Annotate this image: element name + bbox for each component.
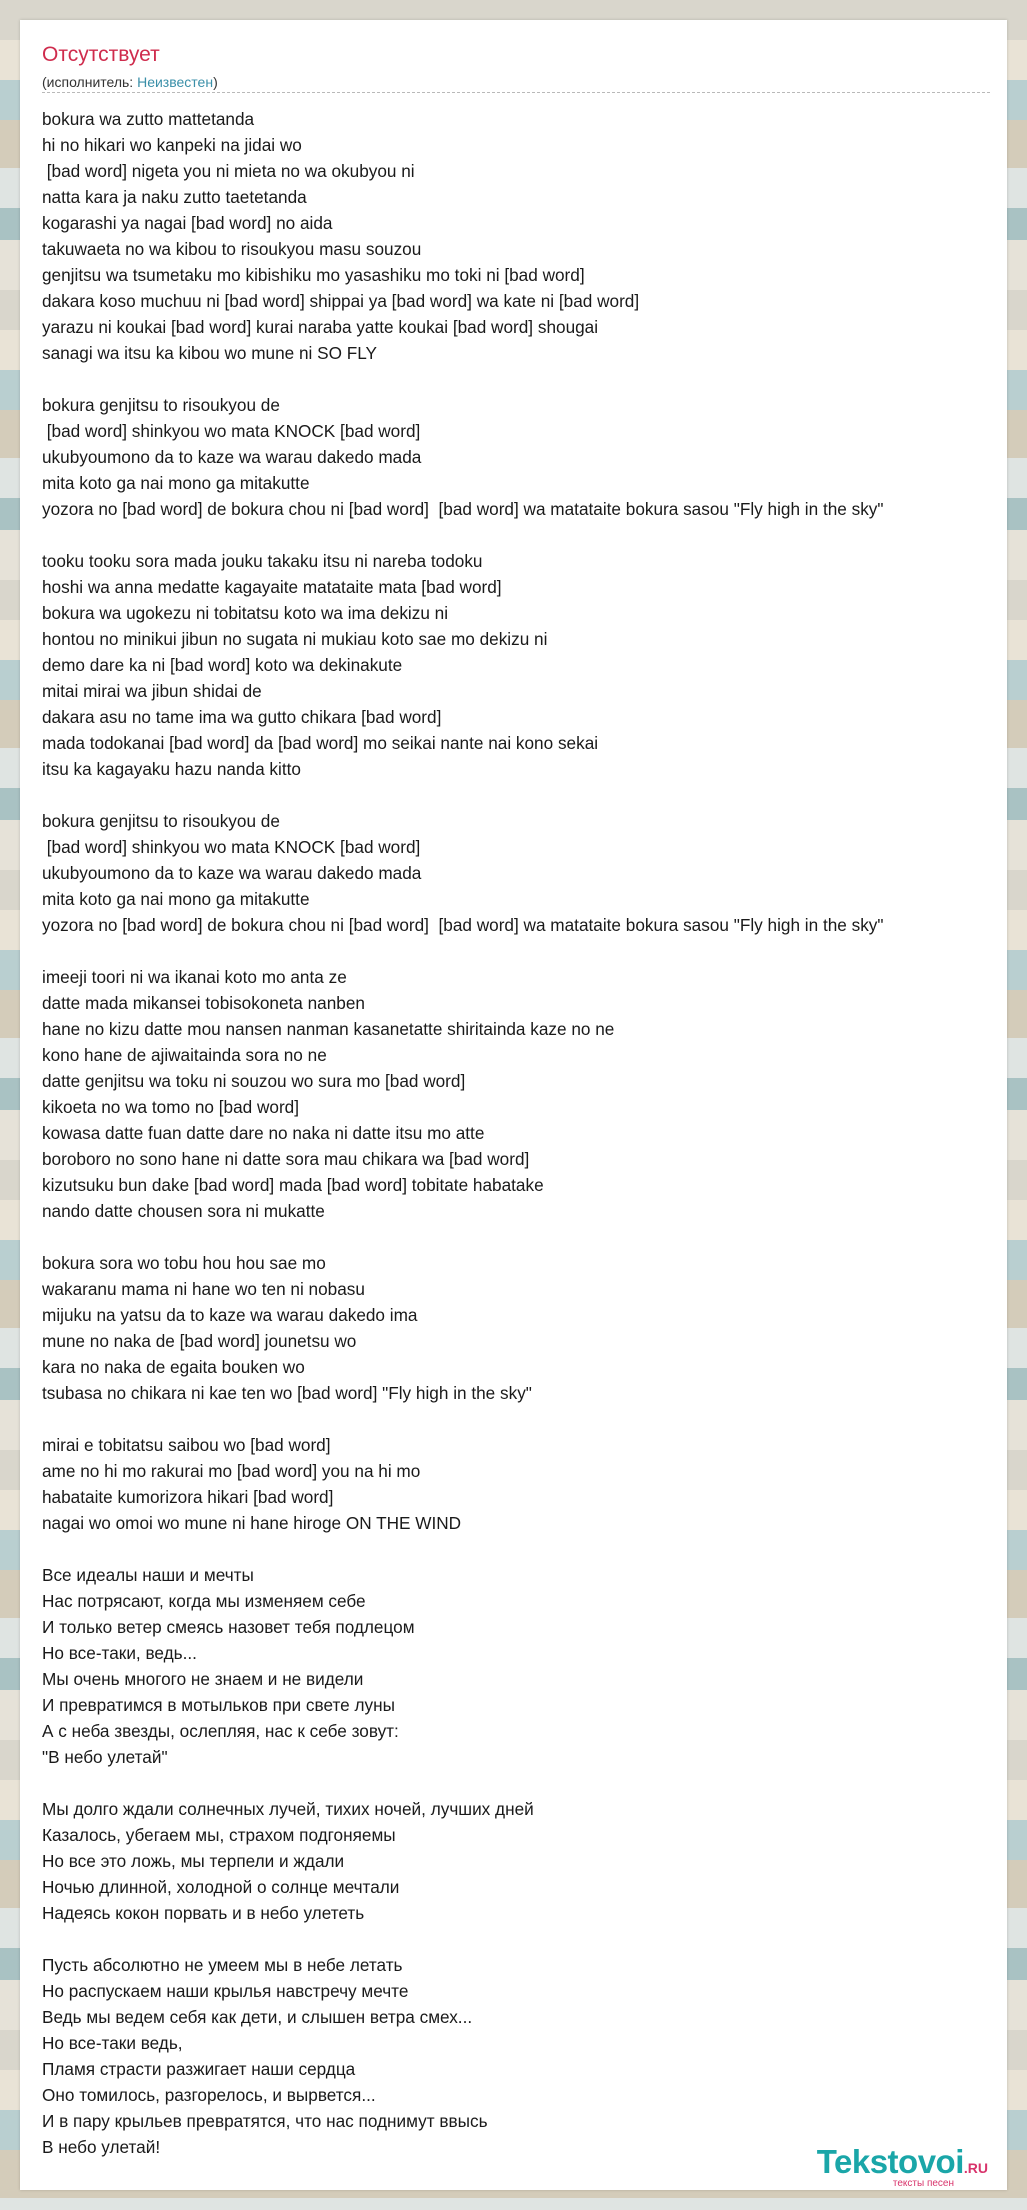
lyric-line: И в пару крыльев превратятся, что нас поднимут ввысь — [42, 2111, 488, 2131]
lyric-line: sanagi wa itsu ka kibou wo mune ni SO FLY — [42, 343, 378, 363]
lyric-line: nando datte chousen sora ni mukatte — [42, 1201, 325, 1221]
stanza-break — [42, 1406, 1022, 1432]
lyric-line: datte mada mikansei tobisokoneta nanben — [42, 993, 365, 1013]
stanza-break — [42, 1224, 1022, 1250]
lyric-line: tsubasa no chikara ni kae ten wo [bad word] "Fly high in the sky" — [42, 1383, 532, 1403]
lyric-line: Но распускаем наши крылья навстречу мечте — [42, 1981, 409, 2001]
lyric-line: kogarashi ya nagai [bad word] no aida — [42, 213, 333, 233]
lyric-line: dakara asu no tame ima wa gutto chikara [bad word] — [42, 707, 442, 727]
lyric-line: bokura wa ugokezu ni tobitatsu koto wa ima dekizu ni — [42, 603, 449, 623]
lyric-line: demo dare ka ni [bad word] koto wa dekinakute — [42, 655, 403, 675]
lyric-line: tooku tooku sora mada jouku takaku itsu ni nareba todoku — [42, 551, 483, 571]
lyric-line: takuwaeta no wa kibou to risoukyou masu souzou — [42, 239, 422, 259]
lyric-line: bokura genjitsu to risoukyou de — [42, 395, 280, 415]
lyric-line: kizutsuku bun dake [bad word] mada [bad word] tobitate habatake — [42, 1175, 544, 1195]
lyric-line: hoshi wa anna medatte kagayaite matataite mata [bad word] — [42, 577, 502, 597]
logo-tagline: тексты песен — [892, 2178, 954, 2189]
stanza-break — [42, 366, 1022, 392]
lyric-line: ame no hi mo rakurai mo [bad word] you na hi mo — [42, 1461, 421, 1481]
lyric-line: yozora no [bad word] de bokura chou ni [bad word] [bad word] wa matataite bokura sasou "Fly high in the sky" — [42, 499, 884, 519]
stanza-break — [42, 938, 1022, 964]
lyric-line: yozora no [bad word] de bokura chou ni [bad word] [bad word] wa matataite bokura sasou "Fly high in the sky" — [42, 915, 884, 935]
lyric-line: В небо улетай! — [42, 2137, 161, 2157]
lyric-line: Пусть абсолютно не умеем мы в небе летать — [42, 1955, 403, 1975]
lyrics-text — [42, 106, 1022, 2160]
lyric-line: [bad word] shinkyou wo mata KNOCK [bad word] — [42, 421, 421, 441]
lyric-line: datte genjitsu wa toku ni souzou wo sura mo [bad word] — [42, 1071, 466, 1091]
lyric-line: Пламя страсти разжигает наши сердца — [42, 2059, 356, 2079]
lyric-line: hane no kizu datte mou nansen nanman kasanetatte shiritainda kaze no ne — [42, 1019, 615, 1039]
lyric-line: dakara koso muchuu ni [bad word] shippai ya [bad word] wa kate ni [bad word] — [42, 291, 640, 311]
site-logo[interactable] — [816, 2143, 988, 2189]
lyric-line: "В небо улетай" — [42, 1747, 168, 1767]
lyric-line: boroboro no sono hane ni datte sora mau chikara wa [bad word] — [42, 1149, 530, 1169]
lyric-line: Мы очень многого не знаем и не видели — [42, 1669, 364, 1689]
logo-name: Tekstovoi — [816, 2143, 964, 2180]
performer-line — [42, 73, 218, 91]
song-title: Отсутствует — [42, 43, 160, 66]
stanza-break — [42, 1770, 1022, 1796]
lyric-line: bokura genjitsu to risoukyou de — [42, 811, 280, 831]
lyric-line: mita koto ga nai mono ga mitakutte — [42, 473, 310, 493]
lyric-line: kowasa datte fuan datte dare no naka ni datte itsu mo atte — [42, 1123, 485, 1143]
title-divider — [42, 92, 990, 93]
lyric-line: Нас потрясают, когда мы изменяем себе — [42, 1591, 366, 1611]
lyric-line: mada todokanai [bad word] da [bad word] mo seikai nante nai kono sekai — [42, 733, 599, 753]
performer-suffix: ) — [213, 74, 218, 90]
lyric-line: ukubyoumono da to kaze wa warau dakedo mada — [42, 447, 422, 467]
lyric-line: bokura wa zutto mattetanda — [42, 109, 255, 129]
logo-tld: .RU — [963, 2160, 988, 2176]
lyric-line: wakaranu mama ni hane wo ten ni nobasu — [42, 1279, 365, 1299]
lyric-line: yarazu ni koukai [bad word] kurai naraba yatte koukai [bad word] shougai — [42, 317, 599, 337]
lyric-line: Ведь мы ведем себя как дети, и слышен ветра смех... — [42, 2007, 473, 2027]
lyric-line: Ночью длинной, холодной о солнце мечтали — [42, 1877, 400, 1897]
lyric-line: [bad word] nigeta you ni mieta no wa okubyou ni — [42, 161, 415, 181]
lyric-line: bokura sora wo tobu hou hou sae mo — [42, 1253, 326, 1273]
lyric-line: Оно томилось, разгорелось, и вырвется... — [42, 2085, 376, 2105]
performer-prefix: (исполнитель: — [42, 74, 138, 90]
lyric-line: mitai mirai wa jibun shidai de — [42, 681, 262, 701]
stanza-break — [42, 522, 1022, 548]
lyrics-card — [20, 20, 1007, 2190]
lyric-line: imeeji toori ni wa ikanai koto mo anta ze — [42, 967, 347, 987]
lyric-line: genjitsu wa tsumetaku mo kibishiku mo yasashiku mo toki ni [bad word] — [42, 265, 585, 285]
performer-link[interactable]: Неизвестен — [137, 74, 214, 90]
stanza-break — [42, 1536, 1022, 1562]
lyric-line: kikoeta no wa tomo no [bad word] — [42, 1097, 300, 1117]
lyric-line: mijuku na yatsu da to kaze wa warau dakedo ima — [42, 1305, 418, 1325]
stanza-break — [42, 1926, 1022, 1952]
lyric-line: Все идеалы наши и мечты — [42, 1565, 254, 1585]
lyric-line: Но все-таки ведь, — [42, 2033, 183, 2053]
lyric-line: И превратимся в мотыльков при свете луны — [42, 1695, 395, 1715]
lyric-line: Казалось, убегаем мы, страхом подгоняемы — [42, 1825, 396, 1845]
lyric-line: kono hane de ajiwaitainda sora no ne — [42, 1045, 327, 1065]
lyric-line: mune no naka de [bad word] jounetsu wo — [42, 1331, 357, 1351]
lyric-line: Но все-таки, ведь... — [42, 1643, 197, 1663]
lyric-line: nagai wo omoi wo mune ni hane hiroge ON THE WIND — [42, 1513, 462, 1533]
lyric-line: А с неба звезды, ослепляя, нас к себе зовут: — [42, 1721, 399, 1741]
lyric-line: mirai e tobitatsu saibou wo [bad word] — [42, 1435, 331, 1455]
lyric-line: kara no naka de egaita bouken wo — [42, 1357, 305, 1377]
stanza-break — [42, 782, 1022, 808]
lyric-line: И только ветер смеясь назовет тебя подлецом — [42, 1617, 415, 1637]
lyric-line: itsu ka kagayaku hazu nanda kitto — [42, 759, 301, 779]
lyric-line: Но все это ложь, мы терпели и ждали — [42, 1851, 345, 1871]
lyric-line: natta kara ja naku zutto taetetanda — [42, 187, 307, 207]
lyric-line: hontou no minikui jibun no sugata ni mukiau koto sae mo dekizu ni — [42, 629, 548, 649]
lyric-line: habataite kumorizora hikari [bad word] — [42, 1487, 334, 1507]
lyric-line: mita koto ga nai mono ga mitakutte — [42, 889, 310, 909]
lyric-line: ukubyoumono da to kaze wa warau dakedo mada — [42, 863, 422, 883]
lyric-line: Надеясь кокон порвать и в небо улететь — [42, 1903, 365, 1923]
lyric-line: [bad word] shinkyou wo mata KNOCK [bad word] — [42, 837, 421, 857]
lyric-line: Мы долго ждали солнечных лучей, тихих ночей, лучших дней — [42, 1799, 534, 1819]
lyric-line: hi no hikari wo kanpeki na jidai wo — [42, 135, 302, 155]
